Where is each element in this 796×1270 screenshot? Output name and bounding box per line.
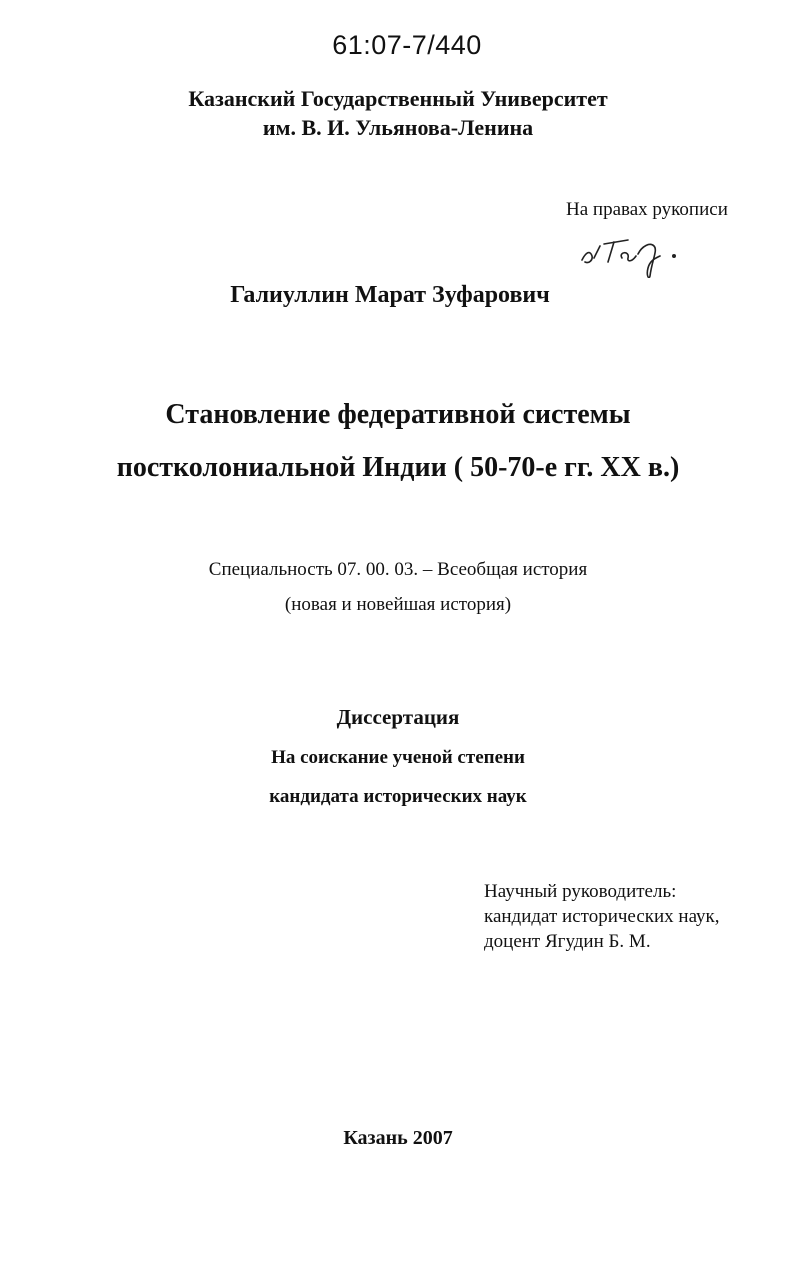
advisor-degree: кандидат исторических наук, (484, 906, 720, 927)
manuscript-note: На правах рукописи (566, 199, 728, 220)
specialty-detail: (новая и новейшая история) (284, 594, 512, 615)
degree-name: кандидата исторических наук (269, 786, 527, 807)
university-name: Казанский Государственный Университет (188, 86, 608, 111)
catalog-number: 61:07-7/440 (332, 30, 482, 60)
author-name: Галиуллин Марат Зуфарович (230, 282, 550, 308)
university-namesake: им. В. И. Ульянова-Ленина (262, 115, 534, 140)
handwritten-signature (570, 232, 700, 278)
thesis-title: Становление федеративной системы (165, 399, 631, 430)
thesis-title-continued: постколониальной Индии ( 50-70-е гг. XX в.) (116, 452, 680, 483)
advisor-heading: Научный руководитель: (484, 881, 677, 902)
degree-purpose: На соискание ученой степени (271, 747, 525, 768)
place-and-year: Казань 2007 (343, 1127, 453, 1149)
document-type: Диссертация (336, 705, 460, 729)
specialty: Специальность 07. 00. 03. – Всеобщая история (208, 559, 588, 580)
advisor-name: доцент Ягудин Б. М. (484, 931, 651, 952)
